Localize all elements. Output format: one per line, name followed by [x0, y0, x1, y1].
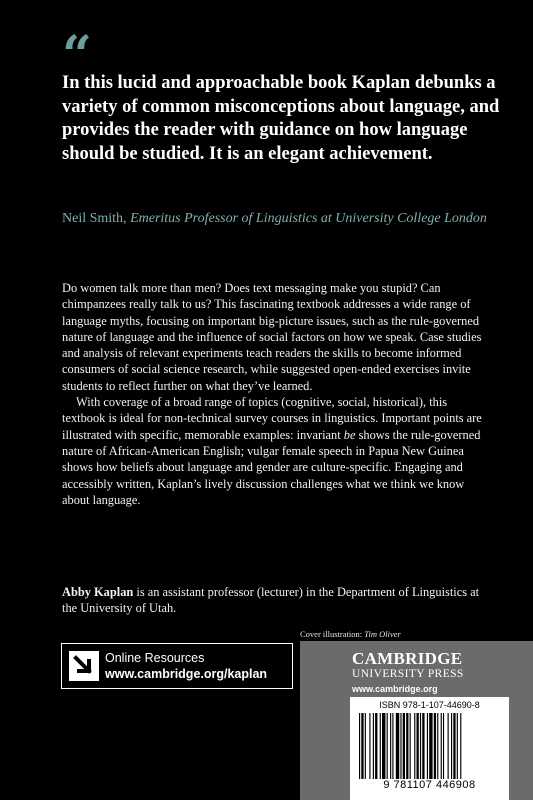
- online-resources-box[interactable]: [61, 643, 293, 689]
- description-paragraph-2: [62, 394, 482, 508]
- author-name: Abby Kaplan: [62, 585, 134, 599]
- barcode-bar: [400, 713, 401, 779]
- barcode-bar: [427, 713, 428, 779]
- barcode-bar: [390, 713, 391, 779]
- description-paragraph-2-part-b: shows the rule-governed nature of African-American English; vulgar female speech in Papua New Guinea shows how beliefs about language and gender are culture-specific. Engaging and accessibly written, Kaplan’s lively discussion challenges what we think we know about language.: [62, 427, 481, 507]
- online-resources-title: Online Resources: [105, 651, 205, 665]
- attribution-role: Emeritus Professor of Linguistics at University College London: [130, 211, 487, 226]
- description-paragraph-2-emphasis: be: [343, 427, 356, 442]
- barcode-bar: [457, 713, 458, 779]
- barcode-bar: [448, 713, 449, 779]
- barcode-bar: [429, 713, 432, 779]
- barcode-bar: [380, 713, 381, 779]
- barcode-bar: [369, 713, 370, 779]
- online-resources-text: [105, 650, 267, 682]
- barcode-bar: [434, 713, 436, 779]
- author-bio-text: is an assistant professor (lecturer) in the Department of Linguistics at the University of Utah.: [62, 585, 480, 616]
- attribution-author: Neil Smith,: [62, 211, 127, 226]
- arrow-icon: [69, 651, 99, 681]
- barcode-bar: [441, 713, 442, 779]
- barcode-area: [350, 697, 509, 800]
- barcode-bar: [417, 713, 419, 779]
- barcode-digits: 9 781107 446908: [383, 779, 476, 791]
- description-paragraph-2-part-a: With coverage of a broad range of topics (cognitive, social, historical), this textbook is ideal for non-technical survey courses in linguistics. Important points are illustrated with specific, memorable examples: invariant: [62, 395, 482, 442]
- barcode-bar: [396, 713, 399, 779]
- barcode-bar: [443, 713, 444, 779]
- barcode-bar: [460, 713, 461, 779]
- cover-illustration-credit: [300, 629, 401, 639]
- isbn-label: ISBN 978-1-107-44690-8: [379, 700, 480, 710]
- description-paragraph-1: Do women talk more than men? Does text messaging make you stupid? Can chimpanzees really talk to us? This fascinating textbook addresses a wide range of language myths, focusing on important big-picture issues, such as the rule-governed nature of language and the influence of social factors on how we speak. Case studies and analysis of relevant experiments teach readers the skills to become informed consumers of social science research, while suggested open-ended exercises invite students to reflect further on what they’ve learned.: [62, 281, 482, 393]
- barcode-bar: [361, 713, 363, 779]
- barcode-bar: [403, 713, 405, 779]
- barcode-bar: [392, 713, 393, 779]
- author-bio: [62, 584, 482, 617]
- book-description: [62, 280, 482, 508]
- barcode-bar: [375, 713, 377, 779]
- barcode-bar: [373, 713, 374, 779]
- barcode-bar: [437, 713, 438, 779]
- barcode-bar: [365, 713, 366, 779]
- barcode-bar: [406, 713, 408, 779]
- barcode-image: [359, 713, 500, 779]
- publisher-name: CAMBRIDGE: [352, 649, 463, 668]
- endorsement-quote: In this lucid and approachable book Kaplan debunks a variety of common misconceptions about language, and provides the reader with guidance on how language should be studied. It is an elegant achievement.: [62, 73, 500, 164]
- barcode-bar: [387, 713, 388, 779]
- barcode-bar: [359, 713, 360, 779]
- barcode-bar: [451, 713, 452, 779]
- publisher-url: www.cambridge.org: [352, 684, 438, 694]
- quote-mark: “: [62, 25, 92, 86]
- barcode-bar: [453, 713, 455, 779]
- barcode-bar: [422, 713, 424, 779]
- cover-illustration-name: Tim Oliver: [364, 629, 401, 639]
- quote-attribution: [62, 209, 492, 228]
- publisher-press: UNIVERSITY PRESS: [352, 668, 464, 680]
- barcode-bar: [410, 713, 411, 779]
- barcode-bar: [414, 713, 415, 779]
- barcode-bar: [382, 713, 385, 779]
- online-resources-url[interactable]: www.cambridge.org/kaplan: [105, 667, 268, 681]
- cover-illustration-label: Cover illustration:: [300, 629, 365, 639]
- publisher-panel: [300, 641, 533, 800]
- barcode-bar: [420, 713, 421, 779]
